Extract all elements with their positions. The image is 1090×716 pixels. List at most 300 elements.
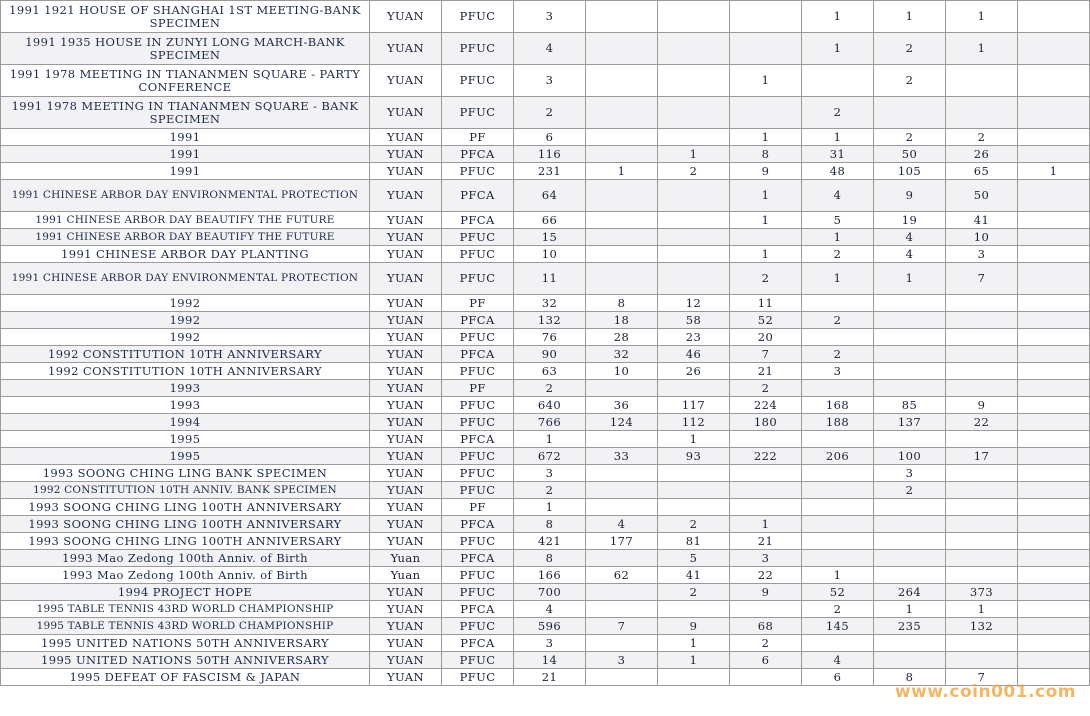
- denomination-cell: Yuan: [370, 550, 442, 567]
- grade-col-3-cell: [730, 229, 802, 246]
- grade-col-2-cell: [658, 65, 730, 97]
- grade-col-7-cell: [1018, 635, 1090, 652]
- grade-col-2-cell: [658, 33, 730, 65]
- grade-col-7-cell: [1018, 246, 1090, 263]
- grade-col-2-cell: 46: [658, 346, 730, 363]
- grade-col-7-cell: [1018, 65, 1090, 97]
- grade-col-6-cell: 2: [946, 129, 1018, 146]
- grade-col-1-cell: [586, 584, 658, 601]
- grade-col-6-cell: 22: [946, 414, 1018, 431]
- denomination-cell: YUAN: [370, 97, 442, 129]
- grade-col-5-cell: [874, 97, 946, 129]
- grade-col-3-cell: [730, 465, 802, 482]
- grade-col-7-cell: [1018, 97, 1090, 129]
- grade-col-6-cell: 3: [946, 246, 1018, 263]
- denomination-cell: YUAN: [370, 516, 442, 533]
- issue-name-cell: 1991 CHINESE ARBOR DAY ENVIRONMENTAL PROTECTION: [1, 263, 370, 295]
- grade-col-4-cell: 1: [802, 33, 874, 65]
- total-cell: 63: [514, 363, 586, 380]
- total-cell: 596: [514, 618, 586, 635]
- denomination-cell: YUAN: [370, 212, 442, 229]
- table-row: [1, 550, 1090, 567]
- issue-name-cell: 1991 1935 HOUSE IN ZUNYI LONG MARCH-BANK SPECIMEN: [1, 33, 370, 65]
- grade-col-6-cell: [946, 516, 1018, 533]
- grade-type-cell: PFCA: [442, 146, 514, 163]
- grade-col-6-cell: [946, 635, 1018, 652]
- total-cell: 116: [514, 146, 586, 163]
- total-cell: 766: [514, 414, 586, 431]
- issue-name-cell: 1993: [1, 380, 370, 397]
- issue-name-cell: 1992: [1, 329, 370, 346]
- table-row: [1, 635, 1090, 652]
- grade-type-cell: PFUC: [442, 33, 514, 65]
- issue-name-cell: 1992: [1, 312, 370, 329]
- grade-col-3-cell: 180: [730, 414, 802, 431]
- grade-col-4-cell: [802, 65, 874, 97]
- grade-col-6-cell: 1: [946, 1, 1018, 33]
- issue-name-cell: 1995 TABLE TENNIS 43RD WORLD CHAMPIONSHIP: [1, 618, 370, 635]
- grade-col-2-cell: 41: [658, 567, 730, 584]
- table-row: [1, 246, 1090, 263]
- issue-name-cell: 1991: [1, 129, 370, 146]
- grade-type-cell: PFUC: [442, 1, 514, 33]
- denomination-cell: Yuan: [370, 567, 442, 584]
- grade-col-7-cell: [1018, 397, 1090, 414]
- grade-col-3-cell: 222: [730, 448, 802, 465]
- grade-col-5-cell: 50: [874, 146, 946, 163]
- grade-col-1-cell: [586, 669, 658, 686]
- grade-col-4-cell: 52: [802, 584, 874, 601]
- total-cell: 66: [514, 212, 586, 229]
- grade-col-6-cell: [946, 312, 1018, 329]
- grade-col-4-cell: [802, 550, 874, 567]
- grade-col-3-cell: 224: [730, 397, 802, 414]
- grade-col-3-cell: 6: [730, 652, 802, 669]
- grade-col-3-cell: [730, 97, 802, 129]
- grade-col-5-cell: 137: [874, 414, 946, 431]
- grade-col-2-cell: [658, 97, 730, 129]
- grade-col-6-cell: 373: [946, 584, 1018, 601]
- grade-col-6-cell: [946, 652, 1018, 669]
- grade-col-2-cell: 2: [658, 584, 730, 601]
- grade-type-cell: PFUC: [442, 397, 514, 414]
- issue-name-cell: 1991: [1, 146, 370, 163]
- grade-col-4-cell: 188: [802, 414, 874, 431]
- grade-col-3-cell: [730, 669, 802, 686]
- grade-col-2-cell: 12: [658, 295, 730, 312]
- grade-col-1-cell: 62: [586, 567, 658, 584]
- issue-name-cell: 1991 1978 MEETING IN TIANANMEN SQUARE - BANK SPECIMEN: [1, 97, 370, 129]
- table-row: [1, 431, 1090, 448]
- grade-col-5-cell: [874, 516, 946, 533]
- issue-name-cell: 1993: [1, 397, 370, 414]
- grade-col-2-cell: 58: [658, 312, 730, 329]
- grade-col-7-cell: [1018, 346, 1090, 363]
- total-cell: 6: [514, 129, 586, 146]
- grade-col-2-cell: 2: [658, 163, 730, 180]
- grade-col-1-cell: 18: [586, 312, 658, 329]
- grade-col-3-cell: 21: [730, 533, 802, 550]
- grade-col-2-cell: [658, 1, 730, 33]
- grade-col-1-cell: [586, 129, 658, 146]
- grade-col-5-cell: [874, 380, 946, 397]
- denomination-cell: YUAN: [370, 65, 442, 97]
- grade-col-7-cell: [1018, 380, 1090, 397]
- total-cell: 14: [514, 652, 586, 669]
- grade-col-4-cell: 1: [802, 263, 874, 295]
- grade-col-3-cell: 22: [730, 567, 802, 584]
- grade-col-2-cell: [658, 263, 730, 295]
- grade-col-5-cell: 105: [874, 163, 946, 180]
- grade-col-1-cell: [586, 431, 658, 448]
- grade-col-2-cell: 5: [658, 550, 730, 567]
- grade-col-6-cell: 9: [946, 397, 1018, 414]
- grade-col-6-cell: [946, 499, 1018, 516]
- grade-col-1-cell: [586, 635, 658, 652]
- total-cell: 32: [514, 295, 586, 312]
- grade-col-4-cell: 145: [802, 618, 874, 635]
- grade-col-7-cell: [1018, 431, 1090, 448]
- grade-col-6-cell: 50: [946, 180, 1018, 212]
- issue-name-cell: 1993 Mao Zedong 100th Anniv. of Birth: [1, 550, 370, 567]
- grade-col-3-cell: [730, 431, 802, 448]
- grade-type-cell: PFUC: [442, 482, 514, 499]
- table-row: [1, 346, 1090, 363]
- grade-col-2-cell: 1: [658, 146, 730, 163]
- grade-col-6-cell: [946, 363, 1018, 380]
- denomination-cell: YUAN: [370, 346, 442, 363]
- grade-col-1-cell: 124: [586, 414, 658, 431]
- table-row: [1, 97, 1090, 129]
- table-row: [1, 229, 1090, 246]
- denomination-cell: YUAN: [370, 601, 442, 618]
- total-cell: 3: [514, 65, 586, 97]
- table-row: [1, 567, 1090, 584]
- grade-col-3-cell: [730, 601, 802, 618]
- grade-type-cell: PFCA: [442, 312, 514, 329]
- grade-col-5-cell: [874, 346, 946, 363]
- grade-col-7-cell: [1018, 448, 1090, 465]
- denomination-cell: YUAN: [370, 669, 442, 686]
- grade-col-1-cell: [586, 550, 658, 567]
- grade-col-3-cell: [730, 33, 802, 65]
- table-row: [1, 482, 1090, 499]
- table-row: [1, 295, 1090, 312]
- table-row: [1, 652, 1090, 669]
- table-row: [1, 163, 1090, 180]
- table-row: [1, 212, 1090, 229]
- grade-col-3-cell: 1: [730, 212, 802, 229]
- grade-col-3-cell: 9: [730, 163, 802, 180]
- grade-col-3-cell: 1: [730, 246, 802, 263]
- table-row: [1, 263, 1090, 295]
- issue-name-cell: 1995 UNITED NATIONS 50TH ANNIVERSARY: [1, 635, 370, 652]
- total-cell: 2: [514, 482, 586, 499]
- grade-col-6-cell: [946, 482, 1018, 499]
- total-cell: 640: [514, 397, 586, 414]
- grade-col-5-cell: 2: [874, 33, 946, 65]
- denomination-cell: YUAN: [370, 312, 442, 329]
- grade-type-cell: PFCA: [442, 180, 514, 212]
- grade-col-3-cell: 2: [730, 380, 802, 397]
- grade-col-4-cell: 168: [802, 397, 874, 414]
- issue-name-cell: 1992 CONSTITUTION 10TH ANNIVERSARY: [1, 346, 370, 363]
- grade-col-2-cell: [658, 499, 730, 516]
- grade-col-1-cell: [586, 1, 658, 33]
- grade-type-cell: PFUC: [442, 329, 514, 346]
- table-row: [1, 33, 1090, 65]
- issue-name-cell: 1992 CONSTITUTION 10TH ANNIVERSARY: [1, 363, 370, 380]
- grade-col-4-cell: 2: [802, 97, 874, 129]
- grade-col-4-cell: 1: [802, 129, 874, 146]
- grade-col-5-cell: 2: [874, 129, 946, 146]
- grade-col-2-cell: 1: [658, 652, 730, 669]
- table-row: [1, 129, 1090, 146]
- grade-col-4-cell: 2: [802, 601, 874, 618]
- denomination-cell: YUAN: [370, 363, 442, 380]
- grade-type-cell: PFUC: [442, 567, 514, 584]
- issue-name-cell: 1995: [1, 448, 370, 465]
- issue-name-cell: 1995 UNITED NATIONS 50TH ANNIVERSARY: [1, 652, 370, 669]
- issue-name-cell: 1993 SOONG CHING LING 100TH ANNIVERSARY: [1, 499, 370, 516]
- grade-col-6-cell: [946, 380, 1018, 397]
- table-row: [1, 516, 1090, 533]
- grade-col-4-cell: [802, 516, 874, 533]
- grade-col-4-cell: [802, 380, 874, 397]
- grade-col-6-cell: 7: [946, 263, 1018, 295]
- grade-col-4-cell: 6: [802, 669, 874, 686]
- table-row: [1, 180, 1090, 212]
- denomination-cell: YUAN: [370, 146, 442, 163]
- grade-col-3-cell: 7: [730, 346, 802, 363]
- denomination-cell: YUAN: [370, 397, 442, 414]
- denomination-cell: YUAN: [370, 482, 442, 499]
- table-row: [1, 397, 1090, 414]
- denomination-cell: YUAN: [370, 414, 442, 431]
- grade-col-6-cell: [946, 567, 1018, 584]
- total-cell: 672: [514, 448, 586, 465]
- grade-type-cell: PFCA: [442, 431, 514, 448]
- denomination-cell: YUAN: [370, 1, 442, 33]
- grade-col-2-cell: 26: [658, 363, 730, 380]
- grade-col-1-cell: [586, 601, 658, 618]
- grade-col-7-cell: [1018, 129, 1090, 146]
- total-cell: 11: [514, 263, 586, 295]
- grade-col-4-cell: [802, 533, 874, 550]
- table-row: [1, 146, 1090, 163]
- grade-col-5-cell: [874, 652, 946, 669]
- grade-col-3-cell: 11: [730, 295, 802, 312]
- grade-col-4-cell: 3: [802, 363, 874, 380]
- grade-col-4-cell: [802, 635, 874, 652]
- grade-col-6-cell: 26: [946, 146, 1018, 163]
- grade-col-5-cell: 2: [874, 482, 946, 499]
- grade-col-1-cell: 4: [586, 516, 658, 533]
- table-row: [1, 1, 1090, 33]
- denomination-cell: YUAN: [370, 380, 442, 397]
- grade-col-7-cell: [1018, 229, 1090, 246]
- total-cell: 21: [514, 669, 586, 686]
- grade-col-5-cell: 4: [874, 229, 946, 246]
- total-cell: 8: [514, 550, 586, 567]
- issue-name-cell: 1991 CHINESE ARBOR DAY BEAUTIFY THE FUTURE: [1, 212, 370, 229]
- grade-col-3-cell: 52: [730, 312, 802, 329]
- grade-col-4-cell: [802, 465, 874, 482]
- total-cell: 1: [514, 499, 586, 516]
- denomination-cell: YUAN: [370, 465, 442, 482]
- denomination-cell: YUAN: [370, 499, 442, 516]
- grade-col-6-cell: 10: [946, 229, 1018, 246]
- grade-col-6-cell: [946, 346, 1018, 363]
- grade-col-7-cell: [1018, 482, 1090, 499]
- grade-col-2-cell: 1: [658, 635, 730, 652]
- denomination-cell: YUAN: [370, 295, 442, 312]
- grade-col-6-cell: 65: [946, 163, 1018, 180]
- denomination-cell: YUAN: [370, 263, 442, 295]
- grade-col-4-cell: 4: [802, 652, 874, 669]
- grade-col-5-cell: [874, 312, 946, 329]
- denomination-cell: YUAN: [370, 163, 442, 180]
- grade-col-1-cell: [586, 146, 658, 163]
- issue-name-cell: 1991: [1, 163, 370, 180]
- total-cell: 421: [514, 533, 586, 550]
- grade-col-1-cell: 28: [586, 329, 658, 346]
- grade-col-4-cell: [802, 499, 874, 516]
- issue-name-cell: 1993 SOONG CHING LING 100TH ANNIVERSARY: [1, 516, 370, 533]
- grade-col-4-cell: 206: [802, 448, 874, 465]
- total-cell: 90: [514, 346, 586, 363]
- grade-col-1-cell: [586, 263, 658, 295]
- denomination-cell: YUAN: [370, 618, 442, 635]
- grade-type-cell: PF: [442, 295, 514, 312]
- grade-col-7-cell: [1018, 312, 1090, 329]
- grade-col-2-cell: [658, 465, 730, 482]
- grade-col-5-cell: [874, 635, 946, 652]
- grade-col-1-cell: [586, 465, 658, 482]
- total-cell: 1: [514, 431, 586, 448]
- grade-col-5-cell: [874, 499, 946, 516]
- grade-col-4-cell: [802, 329, 874, 346]
- grade-col-6-cell: 41: [946, 212, 1018, 229]
- grade-col-2-cell: 112: [658, 414, 730, 431]
- grade-col-5-cell: [874, 533, 946, 550]
- total-cell: 10: [514, 246, 586, 263]
- grade-col-5-cell: 1: [874, 263, 946, 295]
- grade-col-6-cell: 7: [946, 669, 1018, 686]
- issue-name-cell: 1994 PROJECT HOPE: [1, 584, 370, 601]
- grade-type-cell: PF: [442, 380, 514, 397]
- grade-col-3-cell: 1: [730, 129, 802, 146]
- grade-col-2-cell: [658, 246, 730, 263]
- denomination-cell: YUAN: [370, 33, 442, 65]
- grade-col-3-cell: 2: [730, 635, 802, 652]
- grade-col-5-cell: 19: [874, 212, 946, 229]
- grade-col-7-cell: [1018, 1, 1090, 33]
- grade-type-cell: PFCA: [442, 516, 514, 533]
- table-row: [1, 584, 1090, 601]
- grade-col-7-cell: [1018, 146, 1090, 163]
- grade-col-2-cell: 9: [658, 618, 730, 635]
- grade-col-7-cell: [1018, 499, 1090, 516]
- table-row: [1, 380, 1090, 397]
- grade-col-3-cell: [730, 1, 802, 33]
- issue-name-cell: 1991 1921 HOUSE OF SHANGHAI 1ST MEETING-BANK SPECIMEN: [1, 1, 370, 33]
- total-cell: 64: [514, 180, 586, 212]
- grade-col-6-cell: [946, 431, 1018, 448]
- grade-col-7-cell: [1018, 33, 1090, 65]
- grade-type-cell: PFUC: [442, 229, 514, 246]
- grade-col-3-cell: 68: [730, 618, 802, 635]
- grade-col-6-cell: [946, 329, 1018, 346]
- issue-name-cell: 1992: [1, 295, 370, 312]
- grade-col-1-cell: [586, 180, 658, 212]
- grade-col-5-cell: 1: [874, 601, 946, 618]
- grade-col-6-cell: 17: [946, 448, 1018, 465]
- grade-col-2-cell: [658, 380, 730, 397]
- grade-col-3-cell: 9: [730, 584, 802, 601]
- grade-type-cell: PFUC: [442, 465, 514, 482]
- grade-col-2-cell: 1: [658, 431, 730, 448]
- table-row: [1, 329, 1090, 346]
- grade-col-7-cell: 1: [1018, 163, 1090, 180]
- grade-type-cell: PFCA: [442, 601, 514, 618]
- grade-col-1-cell: [586, 229, 658, 246]
- grade-col-5-cell: 100: [874, 448, 946, 465]
- total-cell: 4: [514, 601, 586, 618]
- table-row: [1, 65, 1090, 97]
- grade-type-cell: PFCA: [442, 212, 514, 229]
- grade-col-5-cell: 264: [874, 584, 946, 601]
- grade-col-1-cell: 36: [586, 397, 658, 414]
- issue-name-cell: 1995 TABLE TENNIS 43RD WORLD CHAMPIONSHIP: [1, 601, 370, 618]
- total-cell: 3: [514, 465, 586, 482]
- grade-col-1-cell: [586, 212, 658, 229]
- total-cell: 8: [514, 516, 586, 533]
- grade-col-6-cell: [946, 65, 1018, 97]
- grade-type-cell: PFUC: [442, 65, 514, 97]
- total-cell: 700: [514, 584, 586, 601]
- denomination-cell: YUAN: [370, 448, 442, 465]
- grade-col-7-cell: [1018, 601, 1090, 618]
- total-cell: 231: [514, 163, 586, 180]
- grade-col-2-cell: [658, 601, 730, 618]
- grade-type-cell: PF: [442, 129, 514, 146]
- issue-name-cell: 1991 1978 MEETING IN TIANANMEN SQUARE - PARTY CONFERENCE: [1, 65, 370, 97]
- grade-col-4-cell: 31: [802, 146, 874, 163]
- denomination-cell: YUAN: [370, 229, 442, 246]
- grade-col-6-cell: [946, 465, 1018, 482]
- grade-col-5-cell: [874, 295, 946, 312]
- issue-name-cell: 1993 SOONG CHING LING 100TH ANNIVERSARY: [1, 533, 370, 550]
- grade-type-cell: PFUC: [442, 448, 514, 465]
- issue-name-cell: 1995 DEFEAT OF FASCISM & JAPAN: [1, 669, 370, 686]
- denomination-cell: YUAN: [370, 129, 442, 146]
- grade-col-7-cell: [1018, 329, 1090, 346]
- grade-col-6-cell: 1: [946, 601, 1018, 618]
- grade-col-5-cell: 3: [874, 465, 946, 482]
- grade-col-1-cell: 3: [586, 652, 658, 669]
- grade-col-5-cell: 85: [874, 397, 946, 414]
- grade-col-7-cell: [1018, 584, 1090, 601]
- grade-col-2-cell: 23: [658, 329, 730, 346]
- grade-col-1-cell: 10: [586, 363, 658, 380]
- grade-col-5-cell: [874, 329, 946, 346]
- grade-col-5-cell: 8: [874, 669, 946, 686]
- grade-col-7-cell: [1018, 263, 1090, 295]
- total-cell: 3: [514, 1, 586, 33]
- denomination-cell: YUAN: [370, 246, 442, 263]
- grade-col-4-cell: 5: [802, 212, 874, 229]
